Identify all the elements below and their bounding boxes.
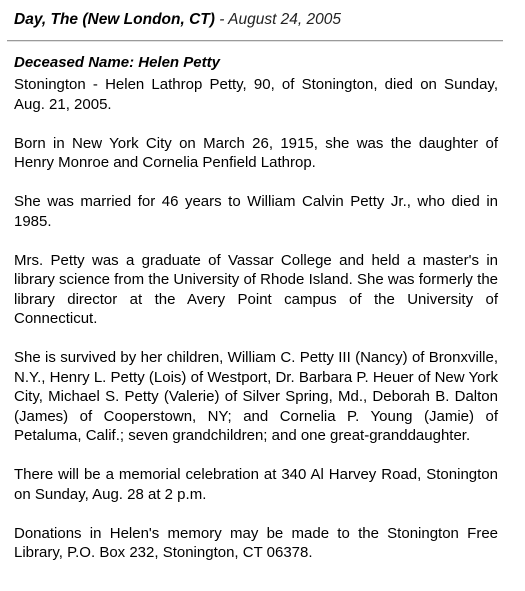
paragraph-donations: Donations in Helen's memory may be made to the Stonington Free Library, P.O. Box 232, Stonington, CT 06378. — [14, 524, 498, 561]
obituary-article — [14, 53, 498, 582]
masthead-separator: - — [214, 11, 229, 28]
publication-date: August 24, 2005 — [228, 11, 342, 28]
paragraph-death-notice: Stonington - Helen Lathrop Petty, 90, of Stonington, died on Sunday, Aug. 21, 2005. — [14, 76, 498, 113]
paragraph-birth: Born in New York City on March 26, 1915, she was the daughter of Henry Monroe and Cornelia Penfield Lathrop. — [14, 134, 498, 171]
paragraph-education-career: Mrs. Petty was a graduate of Vassar College and held a master's in library science from the University of Rhode Island. She was formerly the library director at the Avery Point campus of the University of Connecticut. — [14, 251, 498, 327]
paragraph-survivors: She is survived by her children, William C. Petty III (Nancy) of Bronxville, N.Y., Henry L. Petty (Lois) of Westport, Dr. Barbara P. Heuer of New York City, Michael S. Petty (Valerie) of Silver Spring, Md., Deborah B. Dalton (James) of Cooperstown, NY; and Cornelia P. Young (Jamie) of Petaluma, Calif.; seven grandchildren; and one great-granddaughter. — [14, 349, 498, 444]
paragraph-marriage: She was married for 46 years to William Calvin Petty Jr., who died in 1985. — [14, 193, 498, 230]
header-divider — [7, 40, 503, 42]
paragraph-memorial: There will be a memorial celebration at 340 Al Harvey Road, Stonington on Sunday, Aug. 28 at 2 p.m. — [14, 466, 498, 503]
deceased-name-heading: Deceased Name: Helen Petty — [14, 54, 220, 71]
masthead — [14, 8, 504, 32]
publication-name: Day, The (New London, CT) — [14, 11, 215, 28]
